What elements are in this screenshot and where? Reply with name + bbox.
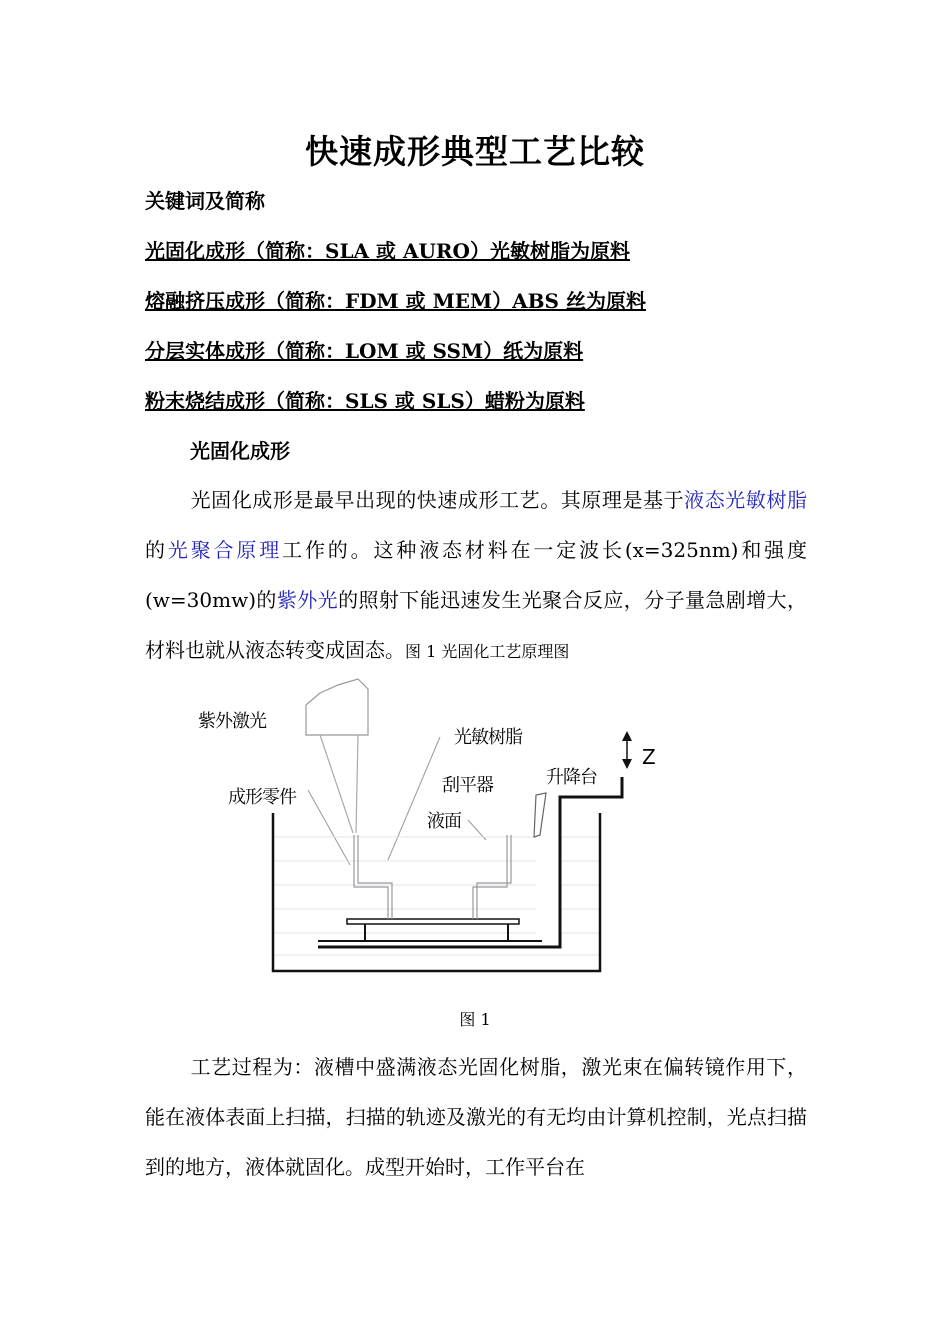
link-liquid-resin[interactable]: 液态光敏树脂 xyxy=(684,488,808,512)
z-arrow-head xyxy=(622,731,632,741)
laser-beam xyxy=(356,735,358,833)
label-scraper: 刮平器 xyxy=(442,775,493,796)
paragraph-text: 的 xyxy=(145,538,168,562)
label-resin: 光敏树脂 xyxy=(454,727,522,748)
figure-reference: 图 1 光固化工艺原理图 xyxy=(405,642,570,661)
formed-part xyxy=(354,835,392,919)
paragraph-text: 工作的。这种液态材料在一定波长(x=325nm)和强度(w=30mw)的 xyxy=(145,538,808,612)
label-liquid-surface: 液面 xyxy=(427,811,461,832)
z-arrow-head xyxy=(622,759,632,769)
label-uv-light: 紫外激光 xyxy=(198,711,266,732)
paragraph-text: 光固化成形是最早出现的快速成形工艺。其原理是基于 xyxy=(190,488,685,512)
formed-part xyxy=(473,835,511,919)
pointer-line xyxy=(308,790,350,865)
label-z-axis: Z xyxy=(642,745,655,769)
scraper xyxy=(534,793,546,837)
abbreviation-fdm: 熔融挤压成形（简称：FDM 或 MEM）ABS 丝为原料 xyxy=(145,289,646,313)
figure-caption: 图 1 xyxy=(459,1010,491,1029)
support-plate xyxy=(347,919,519,924)
resin-liquid xyxy=(274,837,600,955)
paragraph-text: 工艺过程为：液槽中盛满液态光固化树脂，激光束在偏转镜作用下，能在液体表面上扫描，扫描的轨迹及激光的有无均由计算机控制，光点扫描到的地方，液体就固化。成型开始时，工作平台在 xyxy=(145,1055,807,1179)
section-title: 光固化成形 xyxy=(190,439,290,463)
paragraph-principle xyxy=(145,475,807,677)
sla-process-diagram xyxy=(190,665,670,985)
label-formed-part: 成形零件 xyxy=(228,787,296,808)
laser-beam xyxy=(320,735,353,833)
paragraph-text: 的照射下能迅速发生光聚合反应，分子量急剧增大，材料也就从液态转变成固态。 xyxy=(145,588,808,662)
laser-head xyxy=(306,679,368,735)
link-photopolymerization[interactable]: 光聚合原理 xyxy=(167,538,283,562)
abbreviation-lom: 分层实体成形（简称：LOM 或 SSM）纸为原料 xyxy=(145,339,584,363)
document-title: 快速成形典型工艺比较 xyxy=(305,132,645,171)
abbreviation-sla: 光固化成形（简称：SLA 或 AURO）光敏树脂为原料 xyxy=(145,239,630,263)
link-ultraviolet[interactable]: 紫外光 xyxy=(276,588,339,612)
label-lift: 升降台 xyxy=(546,767,597,788)
keywords-heading: 关键词及简称 xyxy=(145,189,265,213)
abbreviation-sls: 粉末烧结成形（简称：SLS 或 SLS）蜡粉为原料 xyxy=(145,389,585,413)
paragraph-process xyxy=(145,1042,807,1192)
pointer-line xyxy=(388,737,440,860)
